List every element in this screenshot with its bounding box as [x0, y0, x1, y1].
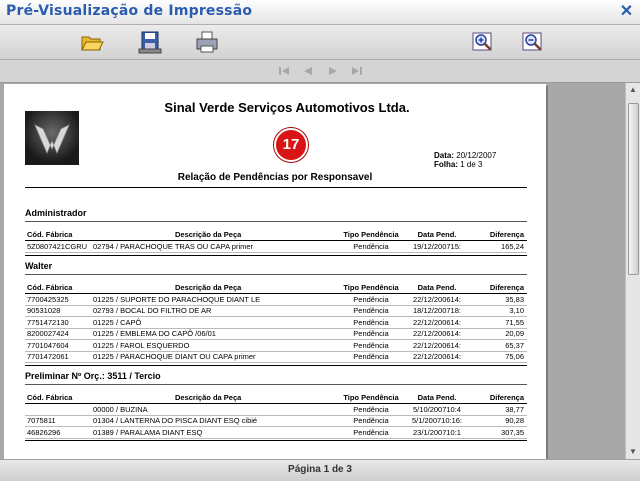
zoom-in-button[interactable]	[470, 29, 496, 55]
zoom-in-icon	[470, 29, 496, 55]
save-icon	[137, 29, 163, 55]
table-cell: 01225 / SUPORTE DO PARACHOQUE DIANT LE	[93, 294, 261, 304]
table-cell: 01389 / PARALAMA DIANT ESQ	[93, 427, 203, 437]
table-cell: 01225 / EMBLEMA DO CAPÔ /06/01	[93, 329, 216, 338]
table-cell: Pendência	[353, 340, 389, 350]
table-cell: 22/12/200614:	[413, 340, 461, 350]
group-header: Preliminar Nº Orç.: 3511 / Tercio	[25, 370, 161, 381]
divider	[25, 274, 527, 275]
table-cell: Pendência	[353, 306, 389, 315]
divider	[25, 293, 527, 294]
table-cell: 8200027424	[27, 329, 69, 338]
page-navigation	[0, 60, 640, 83]
window-title: Pré-Visualização de Impressão	[6, 3, 253, 19]
table-cell: 22/12/200614:	[413, 352, 461, 361]
table-cell: 00000 / BUZINA	[93, 404, 148, 414]
scroll-down-icon[interactable]: ▼	[629, 447, 637, 456]
save-button[interactable]	[137, 29, 163, 55]
column-header: Data Pend.	[417, 282, 457, 292]
table-cell: 02794 / PARACHOQUE TRAS OU CAPA primer	[93, 242, 254, 251]
open-button[interactable]	[79, 29, 105, 55]
prev-page-button[interactable]	[300, 63, 316, 79]
table-cell: Pendência	[353, 416, 389, 425]
prev-page-icon	[300, 63, 316, 79]
close-icon[interactable]: ✕	[619, 3, 634, 20]
last-page-icon	[349, 63, 365, 79]
table-cell: 5Z0807421CGRU	[27, 242, 88, 251]
table-cell: Pendência	[353, 242, 389, 251]
table-cell: 02793 / BOCAL DO FILTRO DE AR	[93, 306, 212, 315]
folder-open-icon	[79, 29, 105, 55]
table-cell: 165,24	[501, 242, 524, 251]
table-cell: 5/1/200710:16:	[411, 416, 463, 425]
column-header: Cód. Fábrica	[27, 230, 73, 239]
table-cell: 46826296	[27, 427, 61, 437]
print-button[interactable]	[194, 29, 220, 55]
table-cell: Pendência	[353, 317, 389, 327]
table-cell: 22/12/200614:	[413, 329, 461, 338]
title-bar	[0, 0, 640, 25]
divider	[25, 255, 527, 256]
table-cell: Pendência	[353, 294, 389, 304]
table-cell: 35,83	[505, 294, 524, 304]
first-page-button[interactable]	[276, 63, 292, 79]
preview-area	[0, 83, 626, 459]
column-header: Descrição da Peça	[175, 230, 242, 239]
status-bar	[0, 459, 640, 481]
scroll-up-icon[interactable]: ▲	[629, 85, 637, 94]
table-cell: Pendência	[353, 427, 389, 437]
table-cell: 7700425325	[27, 294, 69, 304]
step-badge: 17	[274, 128, 308, 162]
table-cell: 01225 / CAPÔ	[93, 317, 142, 327]
table-cell: 01304 / LANTERNA DO PISCA DIANT ESQ cibié	[93, 416, 258, 425]
divider	[25, 403, 527, 404]
vertical-scrollbar[interactable]	[625, 83, 640, 459]
zoom-out-button[interactable]	[520, 29, 546, 55]
divider	[25, 365, 527, 366]
zoom-out-icon	[520, 29, 546, 55]
table-cell: 75,06	[505, 352, 524, 361]
table-cell: 7075811	[27, 416, 56, 425]
toolbar	[0, 25, 640, 60]
table-cell: 65,37	[505, 340, 524, 350]
column-header: Tipo Pendência	[343, 282, 399, 292]
divider	[25, 187, 527, 188]
last-page-button[interactable]	[349, 63, 365, 79]
page-indicator: Página 1 de 3	[288, 464, 352, 475]
table-cell: 5/10/200710:4	[413, 404, 461, 414]
column-header: Data Pend.	[417, 392, 457, 402]
company-name: Sinal Verde Serviços Automotivos Ltda.	[164, 100, 410, 115]
table-cell: 01225 / PARACHOQUE DIANT OU CAPA primer	[93, 352, 256, 361]
table-cell: 307,35	[501, 427, 524, 437]
column-header: Cód. Fábrica	[27, 392, 73, 402]
first-page-icon	[276, 63, 292, 79]
column-header: Diferença	[489, 230, 524, 239]
table-cell: 7701472061	[27, 352, 69, 361]
print-icon	[194, 29, 220, 55]
report-title: Relação de Pendências por Responsavel	[177, 172, 373, 183]
column-header: Tipo Pendência	[343, 230, 399, 239]
report-page	[4, 84, 546, 459]
divider	[25, 240, 527, 241]
column-header: Diferença	[489, 282, 524, 292]
next-page-icon	[325, 63, 341, 79]
table-cell: 38,77	[505, 404, 524, 414]
table-cell: 71,55	[505, 317, 524, 327]
table-cell: 90,28	[505, 416, 524, 425]
column-header: Diferença	[489, 392, 524, 402]
table-cell: 22/12/200614:	[413, 294, 461, 304]
column-header: Descrição da Peça	[175, 392, 242, 402]
column-header: Tipo Pendência	[343, 392, 399, 402]
group-header: Administrador	[25, 208, 87, 218]
divider	[25, 440, 527, 441]
next-page-button[interactable]	[325, 63, 341, 79]
table-cell: Pendência	[353, 329, 389, 338]
report-date: Data: 20/12/2007	[434, 151, 497, 160]
table-cell: 20,09	[505, 329, 524, 338]
table-cell: Pendência	[353, 404, 389, 414]
company-logo	[25, 111, 79, 165]
table-cell: 7751472130	[27, 317, 69, 327]
divider	[25, 221, 527, 222]
table-cell: 23/1/200710:1	[413, 427, 461, 437]
table-cell: 18/12/200718:	[413, 306, 461, 315]
table-cell: 7701047604	[27, 340, 69, 350]
table-cell: 90531028	[27, 306, 61, 315]
table-cell: 19/12/200715:	[413, 242, 461, 251]
column-header: Data Pend.	[417, 230, 457, 239]
table-cell: 22/12/200614:	[413, 317, 461, 327]
report-sheet: Folha: 1 de 3	[434, 160, 483, 169]
column-header: Descrição da Peça	[175, 282, 242, 292]
row-divider	[25, 252, 527, 253]
table-cell: 01225 / FAROL ESQUERDO	[93, 340, 190, 350]
column-header: Cód. Fábrica	[27, 282, 73, 292]
scroll-thumb[interactable]	[628, 103, 639, 275]
row-divider	[25, 438, 527, 439]
group-header: Walter	[25, 260, 53, 271]
divider	[25, 384, 527, 385]
table-cell: Pendência	[353, 352, 389, 361]
row-divider	[25, 362, 527, 363]
table-cell: 3,10	[509, 306, 524, 315]
